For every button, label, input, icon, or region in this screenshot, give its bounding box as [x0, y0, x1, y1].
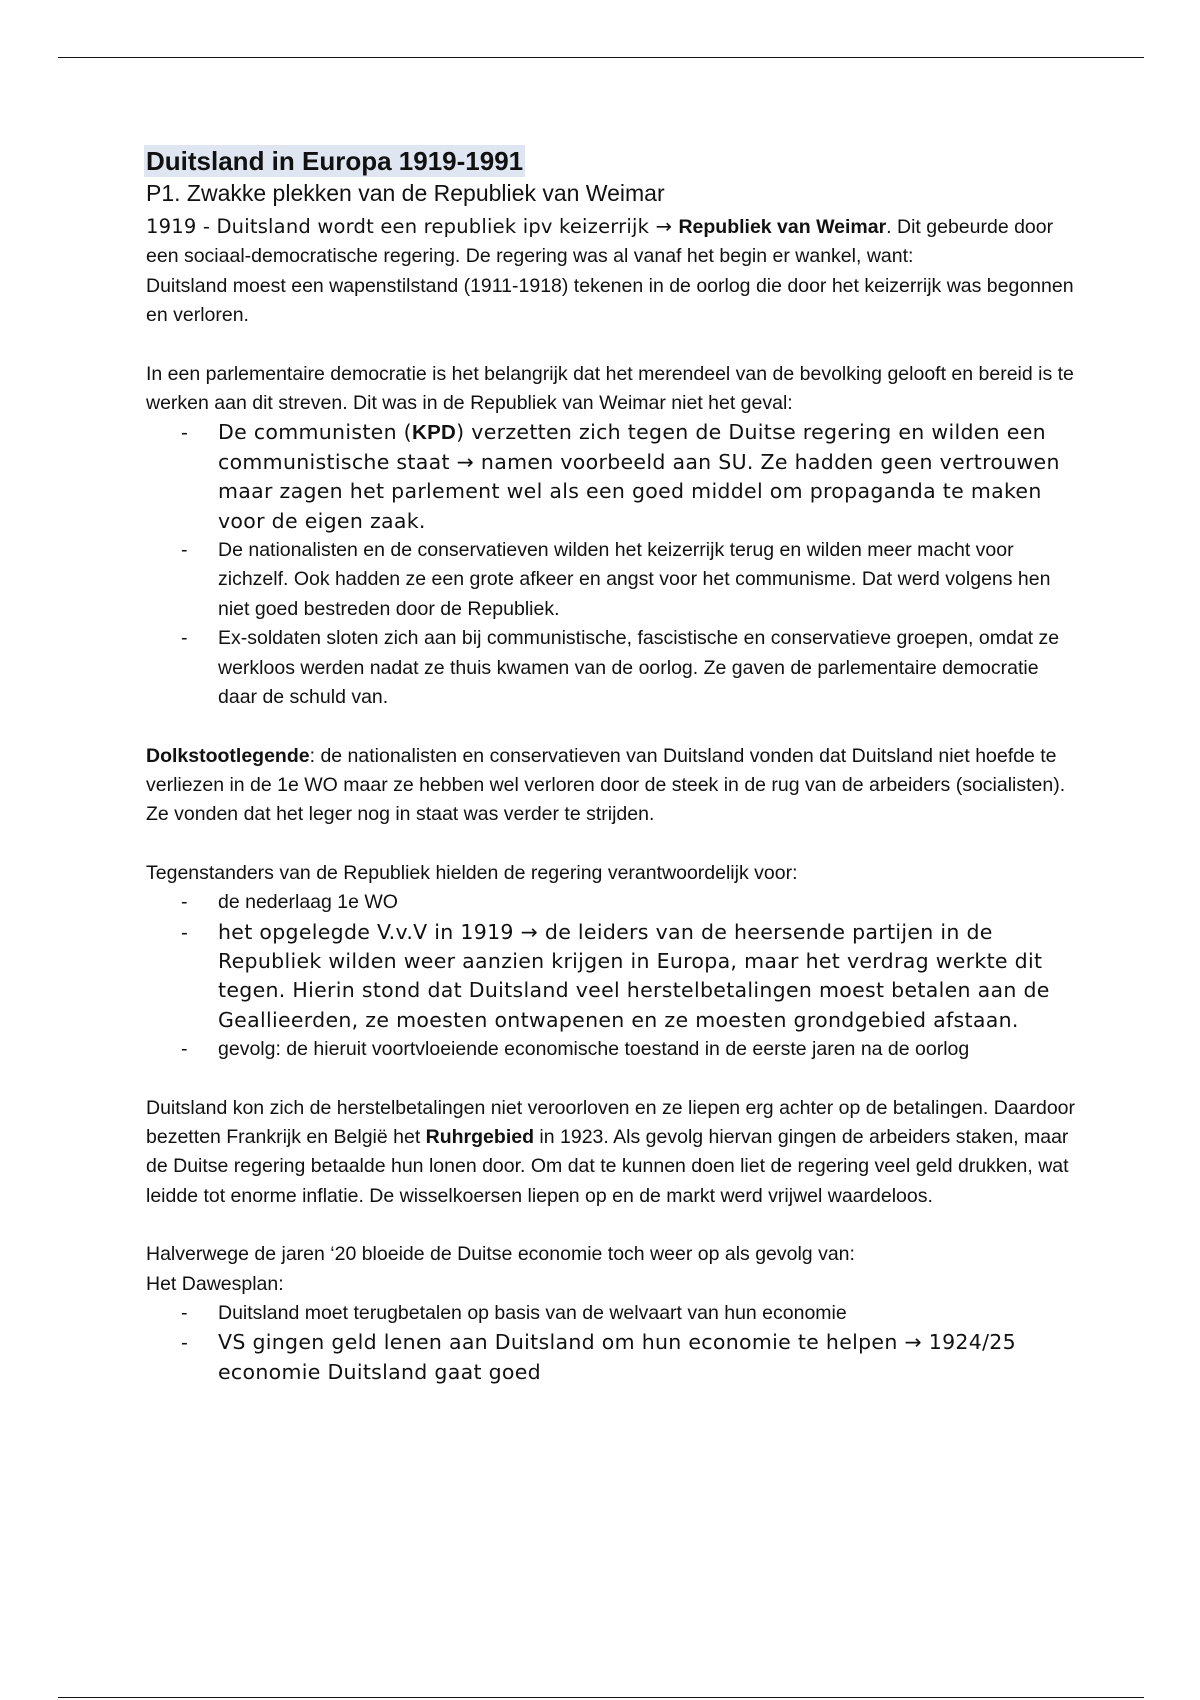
list-item: - gevolg: de hieruit voortvloeiende economische toestand in de eerste jaren na de oorlog [218, 1035, 1076, 1064]
page-top-rule [58, 57, 1144, 58]
list-item: - Duitsland moet terugbetalen op basis van de welvaart van hun economie [218, 1299, 1076, 1328]
document-title: Duitsland in Europa 1919-1991 [146, 146, 524, 176]
page-bottom-rule [58, 1697, 1144, 1698]
dawes-intro: Halverwege de jaren ‘20 bloeide de Duitse economie toch weer op als gevolg van: [146, 1243, 855, 1266]
democracy-list [146, 418, 1076, 712]
opponents-paragraph: Tegenstanders van de Republiek hielden de regering verantwoordelijk voor: [146, 861, 798, 884]
list-item: - De nationalisten en de conservatieven wilden het keizerrijk terug en wilden meer macht voor zichzelf. Ook hadden ze een grote afkeer en angst voor het communisme. Dat werd volgens hen niet goed bestreden door de Republiek. [218, 536, 1076, 624]
dawes-heading: Het Dawesplan: [146, 1272, 284, 1295]
list-item: - VS gingen geld lenen aan Duitsland om hun economie te helpen → 1924/25 economie Duitsland gaat goed [218, 1328, 1076, 1387]
list-item: - de nederlaag 1e WO [218, 888, 1076, 917]
ruhr-text-end: in 1923. Als gevolg hiervan gingen de arbeiders staken, maar de Duitse regering betaalde hun lonen door. Om dat te kunnen doen liet de regering veel geld drukken, wat leidde tot enorme inflatie. De wisselkoersen liepen op en de markt werd vrijwel waardeloos. [146, 1125, 1069, 1207]
list-item-text: De communisten ( [218, 420, 412, 445]
list-item-text: ) verzetten zich tegen de Duitse regering en wilden een communistische staat → namen voorbeeld aan SU. Ze hadden geen vertrouwen maar zagen het parlement wel als een goed middel om propaganda te maken voor de eigen zaak. [218, 420, 1060, 533]
intro-bold-term: Republiek van Weimar [678, 216, 887, 238]
intro-text-end: . Dit gebeurde door een sociaal-democratische regering. De regering was al vanaf het begin er wankel, want: [146, 216, 1054, 268]
intro-text-start: 1919 - Duitsland wordt een republiek ipv keizerrijk → [146, 215, 679, 238]
dawes-list [146, 1299, 1076, 1387]
dolkstoot-text: : de nationalisten en conservatieven van Duitsland vonden dat Duitsland niet hoefde te verliezen in de 1e WO maar ze hebben wel verloren door de steek in de rug van de arbeiders (socialisten). Ze vonden dat het leger nog in staat was verder te strijden. [146, 744, 1066, 826]
list-item: - Ex-soldaten sloten zich aan bij communistische, fascistische en conservatieve groepen, omdat ze werkloos werden nadat ze thuis kwamen van de oorlog. Ze gaven de parlementaire democratie daar de schuld van. [218, 624, 1076, 712]
ruhr-paragraph [146, 1094, 1076, 1212]
list-item-bold: KPD [411, 421, 457, 445]
dolkstoot-term: Dolkstootlegende [146, 744, 310, 767]
list-item [218, 418, 1076, 536]
list-item: - het opgelegde V.v.V in 1919 → de leiders van de heersende partijen in de Republiek wilden weer aanzien krijgen in Europa, maar het verdrag werkte dit tegen. Hierin stond dat Duitsland veel herstelbetalingen moest betalen aan de Geallieerden, ze moesten ontwapenen en ze moesten grondgebied afstaan. [218, 918, 1076, 1036]
intro-paragraph [146, 212, 1076, 272]
section-heading: P1. Zwakke plekken van de Republiek van Weimar [146, 180, 665, 206]
democracy-paragraph: In een parlementaire democratie is het belangrijk dat het merendeel van de bevolking gelooft en bereid is te werken aan dit streven. Dit was in de Republiek van Weimar niet het geval: [146, 362, 1074, 415]
document-body [146, 145, 1076, 1387]
armistice-paragraph: Duitsland moest een wapenstilstand (1911-1918) tekenen in de oorlog die door het keizerrijk was begonnen en verloren. [146, 274, 1074, 327]
dolkstoot-paragraph [146, 742, 1076, 830]
ruhr-bold-term: Ruhrgebied [425, 1125, 534, 1148]
opponents-list [146, 888, 1076, 1064]
ruhr-text-start: Duitsland kon zich de herstelbetalingen niet veroorloven en ze liepen erg achter op de betalingen. Daardoor bezetten Frankrijk en België het [146, 1096, 1076, 1148]
